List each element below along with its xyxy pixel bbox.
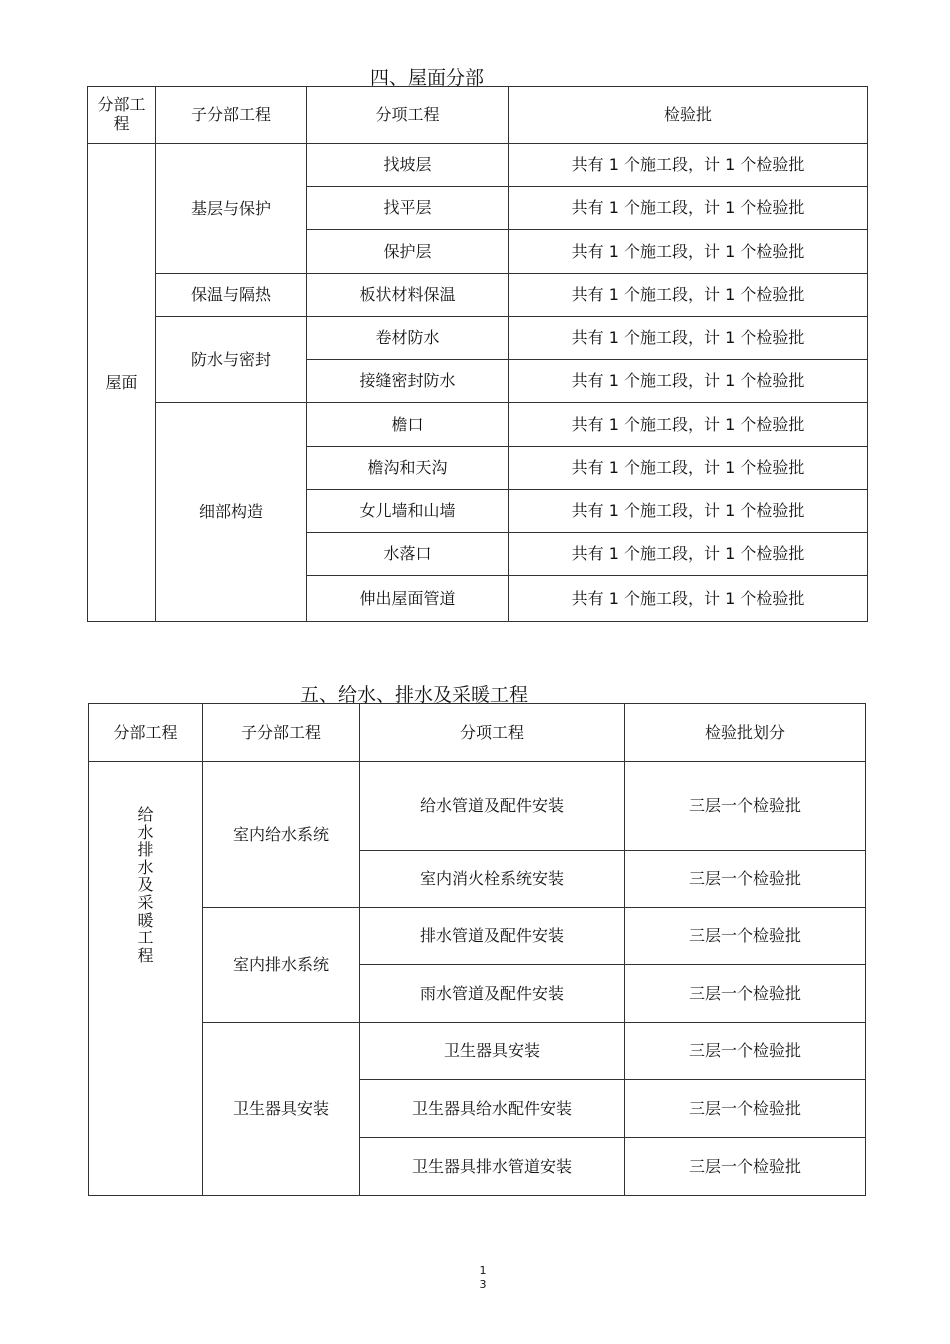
item-cell: 水落口 bbox=[307, 533, 509, 576]
plumbing-inspection-table bbox=[88, 703, 866, 1196]
page-number bbox=[0, 1264, 950, 1292]
lot-cell: 共有 1 个施工段，计 1 个检验批 bbox=[509, 360, 868, 403]
section4-title: 四、屋面分部 bbox=[370, 67, 485, 89]
lot-cell: 三层一个检验批 bbox=[625, 965, 866, 1023]
table-row bbox=[89, 1023, 866, 1080]
subdivision-cell: 细部构造 bbox=[156, 403, 307, 622]
subdivision-cell: 保温与隔热 bbox=[156, 274, 307, 317]
lot-cell: 共有 1 个施工段，计 1 个检验批 bbox=[509, 490, 868, 533]
item-cell: 檐口 bbox=[307, 403, 509, 447]
lot-cell: 三层一个检验批 bbox=[625, 1080, 866, 1138]
table-row bbox=[88, 144, 868, 187]
item-cell: 卷材防水 bbox=[307, 317, 509, 360]
subdivision-cell: 室内排水系统 bbox=[203, 908, 360, 1023]
item-cell: 檐沟和天沟 bbox=[307, 447, 509, 490]
lot-cell: 三层一个检验批 bbox=[625, 851, 866, 908]
item-cell: 雨水管道及配件安装 bbox=[360, 965, 625, 1023]
lot-cell: 三层一个检验批 bbox=[625, 1023, 866, 1080]
table-row bbox=[88, 274, 868, 317]
lot-cell: 共有 1 个施工段，计 1 个检验批 bbox=[509, 447, 868, 490]
lot-cell: 共有 1 个施工段，计 1 个检验批 bbox=[509, 187, 868, 230]
page-number-line1: 1 bbox=[479, 1264, 487, 1277]
subdivision-cell: 卫生器具安装 bbox=[203, 1023, 360, 1196]
lot-cell: 共有 1 个施工段，计 1 个检验批 bbox=[509, 274, 868, 317]
item-cell: 给水管道及配件安装 bbox=[360, 762, 625, 851]
lot-cell: 共有 1 个施工段，计 1 个检验批 bbox=[509, 230, 868, 274]
lot-cell: 三层一个检验批 bbox=[625, 762, 866, 851]
header-division: 分部工程 bbox=[88, 87, 156, 144]
header-division: 分部工程 bbox=[89, 704, 203, 762]
item-cell: 卫生器具给水配件安装 bbox=[360, 1080, 625, 1138]
lot-cell: 共有 1 个施工段，计 1 个检验批 bbox=[509, 144, 868, 187]
table-header-row bbox=[88, 87, 868, 144]
item-cell: 排水管道及配件安装 bbox=[360, 908, 625, 965]
item-cell: 保护层 bbox=[307, 230, 509, 274]
header-item: 分项工程 bbox=[307, 87, 509, 144]
roof-inspection-table bbox=[87, 86, 868, 622]
item-cell: 卫生器具安装 bbox=[360, 1023, 625, 1080]
subdivision-cell: 基层与保护 bbox=[156, 144, 307, 274]
header-lot: 检验批划分 bbox=[625, 704, 866, 762]
item-cell: 室内消火栓系统安装 bbox=[360, 851, 625, 908]
lot-cell: 共有 1 个施工段，计 1 个检验批 bbox=[509, 576, 868, 622]
item-cell: 接缝密封防水 bbox=[307, 360, 509, 403]
subdivision-cell: 室内给水系统 bbox=[203, 762, 360, 908]
item-cell: 卫生器具排水管道安装 bbox=[360, 1138, 625, 1196]
table-header-row bbox=[89, 704, 866, 762]
table-row bbox=[89, 908, 866, 965]
page-number-line2: 3 bbox=[479, 1278, 487, 1291]
header-lot: 检验批 bbox=[509, 87, 868, 144]
lot-cell: 共有 1 个施工段，计 1 个检验批 bbox=[509, 403, 868, 447]
division-cell: 给水排水及采暖工程 bbox=[89, 762, 203, 1196]
item-cell: 找平层 bbox=[307, 187, 509, 230]
header-subdivision: 子分部工程 bbox=[203, 704, 360, 762]
lot-cell: 三层一个检验批 bbox=[625, 908, 866, 965]
item-cell: 伸出屋面管道 bbox=[307, 576, 509, 622]
item-cell: 找坡层 bbox=[307, 144, 509, 187]
lot-cell: 三层一个检验批 bbox=[625, 1138, 866, 1196]
table-row bbox=[88, 317, 868, 360]
lot-cell: 共有 1 个施工段，计 1 个检验批 bbox=[509, 317, 868, 360]
subdivision-cell: 防水与密封 bbox=[156, 317, 307, 403]
section5-title: 五、给水、排水及采暖工程 bbox=[300, 684, 529, 706]
table-row bbox=[89, 762, 866, 851]
table-row bbox=[88, 403, 868, 447]
header-item: 分项工程 bbox=[360, 704, 625, 762]
lot-cell: 共有 1 个施工段，计 1 个检验批 bbox=[509, 533, 868, 576]
item-cell: 板状材料保温 bbox=[307, 274, 509, 317]
header-subdivision: 子分部工程 bbox=[156, 87, 307, 144]
division-cell: 屋面 bbox=[88, 144, 156, 622]
item-cell: 女儿墙和山墙 bbox=[307, 490, 509, 533]
